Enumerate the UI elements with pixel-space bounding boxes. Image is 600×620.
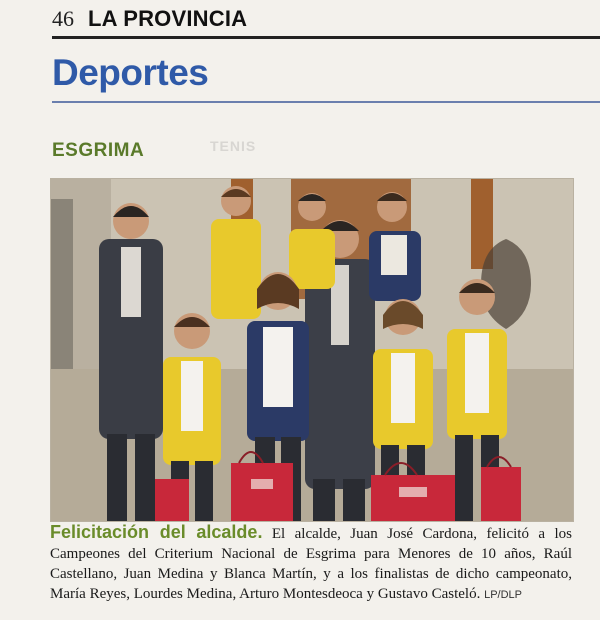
photo-credit: LP/DLP [484, 589, 522, 601]
bleed-through-tag: TENIS [210, 138, 257, 154]
category-label: ESGRIMA [52, 140, 145, 161]
publication-masthead: LA PROVINCIA [88, 6, 248, 31]
section-title: Deportes [52, 52, 209, 93]
page-number: 46 [52, 6, 74, 31]
caption-body: El alcalde, Juan José Cardona, felicitó a los Campeones del Criterium Nacional de Esgrima para Menores de 10 años, Raúl Castellano, Juan Medina y Blanca Martín, y a los finalistas de dicho campeonato, María Reyes, Lourdes Medina, Arturo Montesdeoca y Gustavo Casteló. [50, 526, 572, 602]
caption-lead: Felicitación del alcalde. [50, 522, 263, 542]
page-header [52, 6, 600, 36]
photo-illustration [51, 179, 573, 521]
header-rule [52, 36, 600, 39]
section-rule [52, 101, 600, 103]
news-photo [50, 178, 574, 522]
photo-caption [50, 522, 572, 605]
